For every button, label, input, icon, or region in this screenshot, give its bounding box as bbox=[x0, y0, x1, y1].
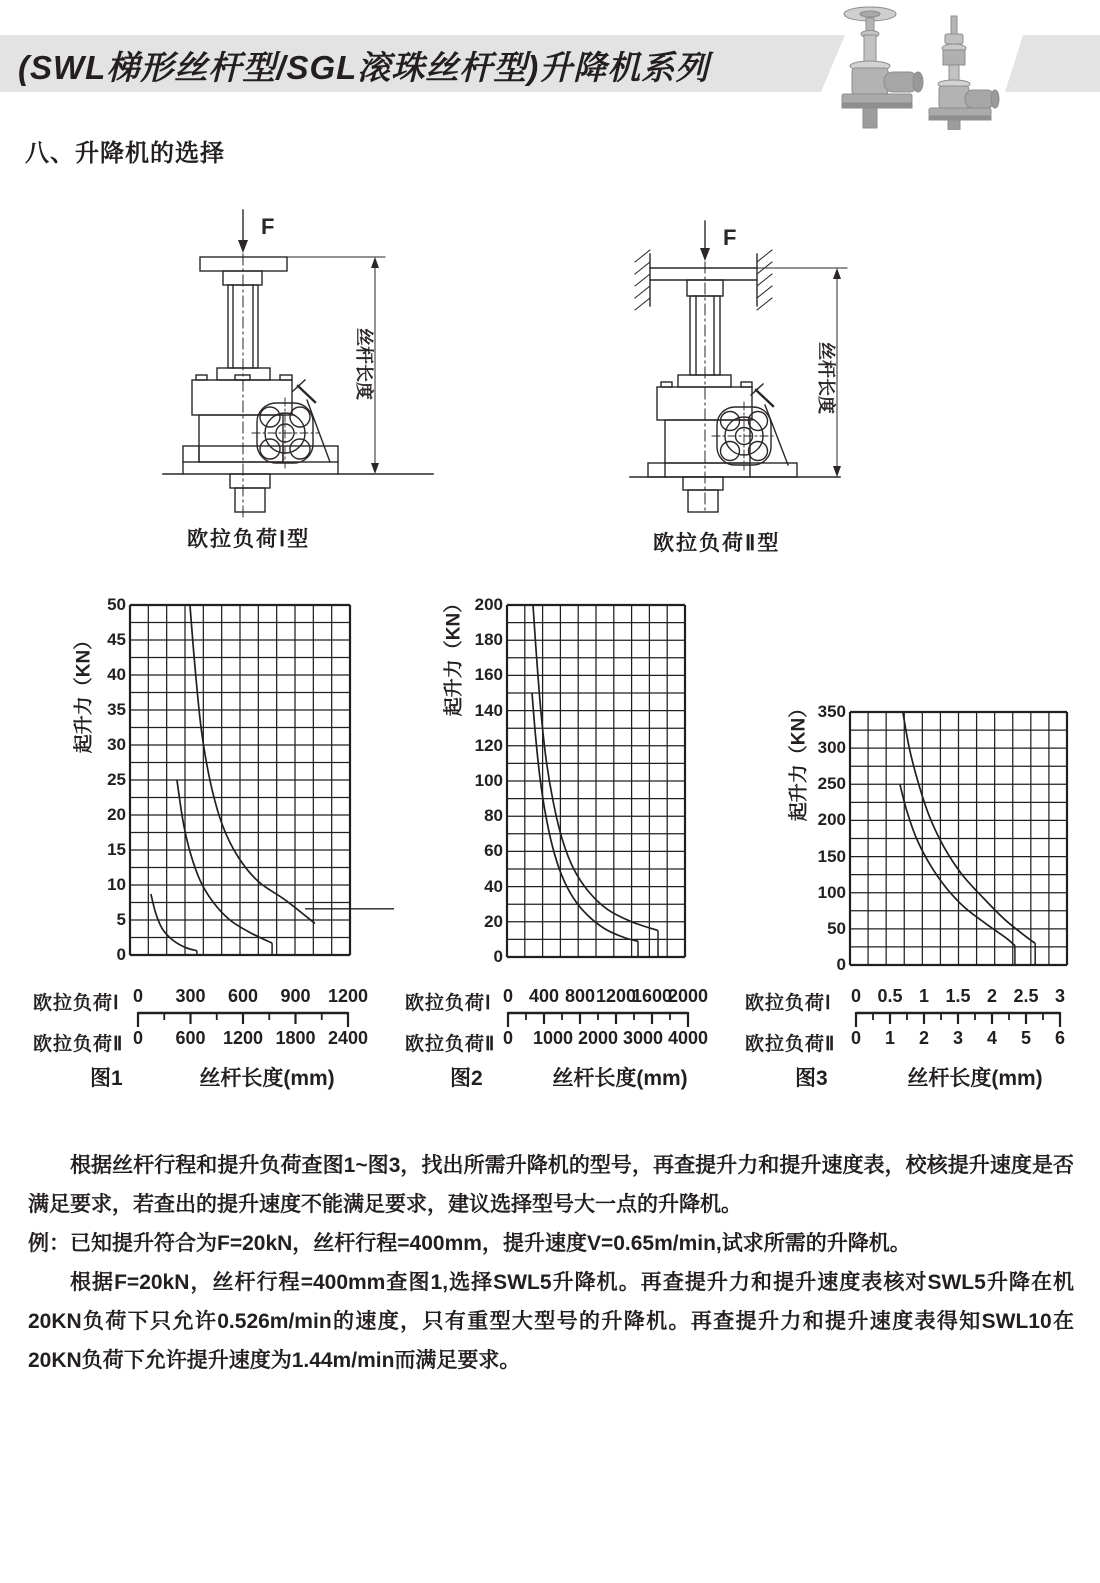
scale2-tick-label: 2 bbox=[918, 1028, 930, 1048]
scale1-tick-label: 2000 bbox=[667, 986, 709, 1006]
scale-row-label-load2: 欧拉负荷Ⅱ bbox=[745, 1034, 836, 1055]
y-tick-label: 10 bbox=[107, 875, 126, 894]
y-tick-label: 60 bbox=[484, 841, 503, 861]
figure-label: 图2 bbox=[450, 1067, 483, 1090]
force-arrowhead-icon bbox=[700, 248, 710, 261]
y-tick-label: 45 bbox=[107, 630, 126, 649]
scale1-tick-label: 800 bbox=[564, 986, 596, 1006]
x-axis-title: 丝杆长度(mm) bbox=[552, 1067, 688, 1090]
screw-length-dim-label: 丝杆长度 bbox=[354, 328, 374, 400]
screw-length-dim-label: 丝杆长度 bbox=[816, 342, 836, 414]
scale1-tick-label: 2.5 bbox=[1013, 986, 1039, 1006]
scale1-tick-label: 1200 bbox=[595, 986, 637, 1006]
plot-area-figure-3 bbox=[850, 712, 1100, 971]
y-tick-label: 160 bbox=[474, 665, 503, 685]
y-axis-title: 起升力（KN） bbox=[443, 593, 465, 717]
scale2-tick-label: 0 bbox=[132, 1028, 144, 1048]
y-tick-label: 300 bbox=[817, 738, 846, 758]
y-tick-label: 100 bbox=[474, 771, 503, 790]
scale2-tick-label: 3 bbox=[952, 1028, 964, 1048]
figure-label: 图3 bbox=[795, 1067, 828, 1090]
scale2-tick-label: 0 bbox=[502, 1028, 514, 1048]
y-tick-label: 140 bbox=[474, 700, 503, 720]
scale2-tick-label: 600 bbox=[175, 1028, 206, 1048]
y-tick-label: 250 bbox=[817, 774, 846, 794]
scale2-tick-label: 6 bbox=[1054, 1028, 1066, 1048]
input-shaft-icon bbox=[756, 390, 773, 406]
force-arrowhead-icon bbox=[238, 240, 248, 253]
body-paragraph-3: 根据F=20kN，丝杆行程=400mm查图1,选择SWL5升降机。再查提升力和提升速度表核对SWL5升降在机20KN负荷下只允许0.526m/min的速度，只有重型大型号的升降机。再查提升力和提升速度表得知SWL10在20KN负荷下允许提升速度为1.44m/min而满足要求。 bbox=[28, 1271, 1074, 1372]
section-heading: 八、升降机的选择 bbox=[25, 140, 225, 167]
y-tick-label: 40 bbox=[484, 876, 503, 896]
scale2-tick-label: 1200 bbox=[222, 1028, 264, 1048]
scale1-tick-label: 3 bbox=[1054, 986, 1066, 1006]
plot-area-figure-1 bbox=[130, 605, 420, 961]
scale1-tick-label: 400 bbox=[528, 986, 560, 1006]
y-tick-label: 120 bbox=[474, 735, 503, 755]
scale1-tick-label: 600 bbox=[227, 986, 259, 1006]
scale-row-label-load1: 欧拉负荷Ⅰ bbox=[33, 993, 120, 1014]
scale1-tick-label: 1 bbox=[918, 986, 930, 1006]
x-axis-title: 丝杆长度(mm) bbox=[907, 1067, 1043, 1090]
scale2-tick-label: 1800 bbox=[275, 1028, 316, 1048]
y-tick-label: 200 bbox=[817, 810, 846, 830]
body-paragraph-2: 例：已知提升符合为F=20kN，丝杆行程=400mm，提升速度V=0.65m/min,试求所需的升降机。 bbox=[28, 1232, 911, 1255]
y-tick-label: 30 bbox=[107, 735, 126, 754]
y-tick-label: 200 bbox=[474, 595, 503, 614]
scale-row-label-load2: 欧拉负荷Ⅱ bbox=[405, 1034, 496, 1055]
diagram-2-caption: 欧拉负荷Ⅱ型 bbox=[653, 532, 781, 555]
jack-diagram-type1 bbox=[115, 196, 455, 526]
scale1-tick-label: 0 bbox=[850, 986, 862, 1006]
y-tick-label: 25 bbox=[107, 770, 126, 789]
y-axis-title: 起升力（KN） bbox=[788, 698, 810, 822]
scale-row-label-load2: 欧拉负荷Ⅱ bbox=[33, 1034, 124, 1055]
scale1-tick-label: 1600 bbox=[631, 986, 673, 1006]
scale1-tick-label: 300 bbox=[175, 986, 206, 1006]
scale2-tick-label: 3000 bbox=[622, 1028, 664, 1048]
body-text bbox=[28, 1146, 1074, 1380]
scale1-tick-label: 1.5 bbox=[945, 986, 971, 1006]
scale-row-label-load1: 欧拉负荷Ⅰ bbox=[745, 993, 832, 1014]
y-tick-label: 100 bbox=[817, 882, 846, 902]
y-tick-label: 35 bbox=[107, 700, 126, 719]
diagram-1-caption: 欧拉负荷Ⅰ型 bbox=[187, 528, 311, 551]
scale2-tick-label: 5 bbox=[1020, 1028, 1032, 1048]
force-label: F bbox=[723, 225, 737, 250]
hatching-left bbox=[635, 250, 650, 310]
scale1-tick-label: 0.5 bbox=[877, 986, 903, 1006]
plot-area-figure-2 bbox=[507, 605, 755, 963]
body-paragraph-1: 根据丝杆行程和提升负荷查图1~图3，找出所需升降机的型号，再查提升力和提升速度表，校核提升速度是否满足要求，若查出的提升速度不能满足要求，建议选择型号大一点的升降机。 bbox=[28, 1154, 1074, 1216]
y-tick-label: 0 bbox=[836, 955, 846, 974]
figure-label: 图1 bbox=[90, 1067, 123, 1090]
jack-diagram-type2 bbox=[595, 218, 935, 518]
force-label: F bbox=[261, 214, 275, 239]
y-tick-label: 0 bbox=[493, 947, 503, 966]
scale2-tick-label: 4000 bbox=[667, 1028, 709, 1048]
page-title: (SWL梯形丝杆型/SGL滚珠丝杆型)升降机系列 bbox=[18, 49, 710, 86]
scale1-tick-label: 2 bbox=[986, 986, 998, 1006]
y-tick-label: 350 bbox=[817, 702, 846, 721]
large-jack-curve bbox=[190, 605, 315, 924]
hatching-right bbox=[757, 250, 772, 310]
y-tick-label: 15 bbox=[107, 840, 126, 859]
scale2-tick-label: 1 bbox=[884, 1028, 896, 1048]
y-tick-label: 50 bbox=[827, 918, 846, 938]
product-photo-jacks-icon bbox=[820, 2, 1015, 130]
scale2-tick-label: 0 bbox=[850, 1028, 862, 1048]
y-tick-label: 0 bbox=[116, 945, 126, 964]
scale1-tick-label: 900 bbox=[280, 986, 311, 1006]
x-axis-title: 丝杆长度(mm) bbox=[199, 1067, 335, 1090]
y-tick-label: 80 bbox=[484, 806, 503, 826]
scale1-tick-label: 0 bbox=[502, 986, 514, 1006]
banner-background-right bbox=[1005, 35, 1100, 92]
scale1-tick-label: 0 bbox=[132, 986, 144, 1006]
y-tick-label: 20 bbox=[107, 805, 126, 824]
y-tick-label: 40 bbox=[107, 665, 126, 684]
scale2-tick-label: 2400 bbox=[327, 1028, 369, 1048]
scale-row-label-load1: 欧拉负荷Ⅰ bbox=[405, 993, 492, 1014]
scale2-tick-label: 4 bbox=[986, 1028, 998, 1048]
y-tick-label: 5 bbox=[116, 910, 126, 929]
scale1-tick-label: 1200 bbox=[327, 986, 369, 1006]
y-tick-label: 50 bbox=[107, 595, 126, 614]
lower-curve bbox=[900, 784, 1015, 945]
y-tick-label: 20 bbox=[484, 911, 503, 931]
y-tick-label: 150 bbox=[817, 846, 846, 866]
scale2-tick-label: 2000 bbox=[577, 1028, 619, 1048]
y-axis-title: 起升力（KN） bbox=[73, 630, 95, 754]
y-tick-label: 180 bbox=[474, 630, 503, 650]
scale2-tick-label: 1000 bbox=[532, 1028, 574, 1048]
